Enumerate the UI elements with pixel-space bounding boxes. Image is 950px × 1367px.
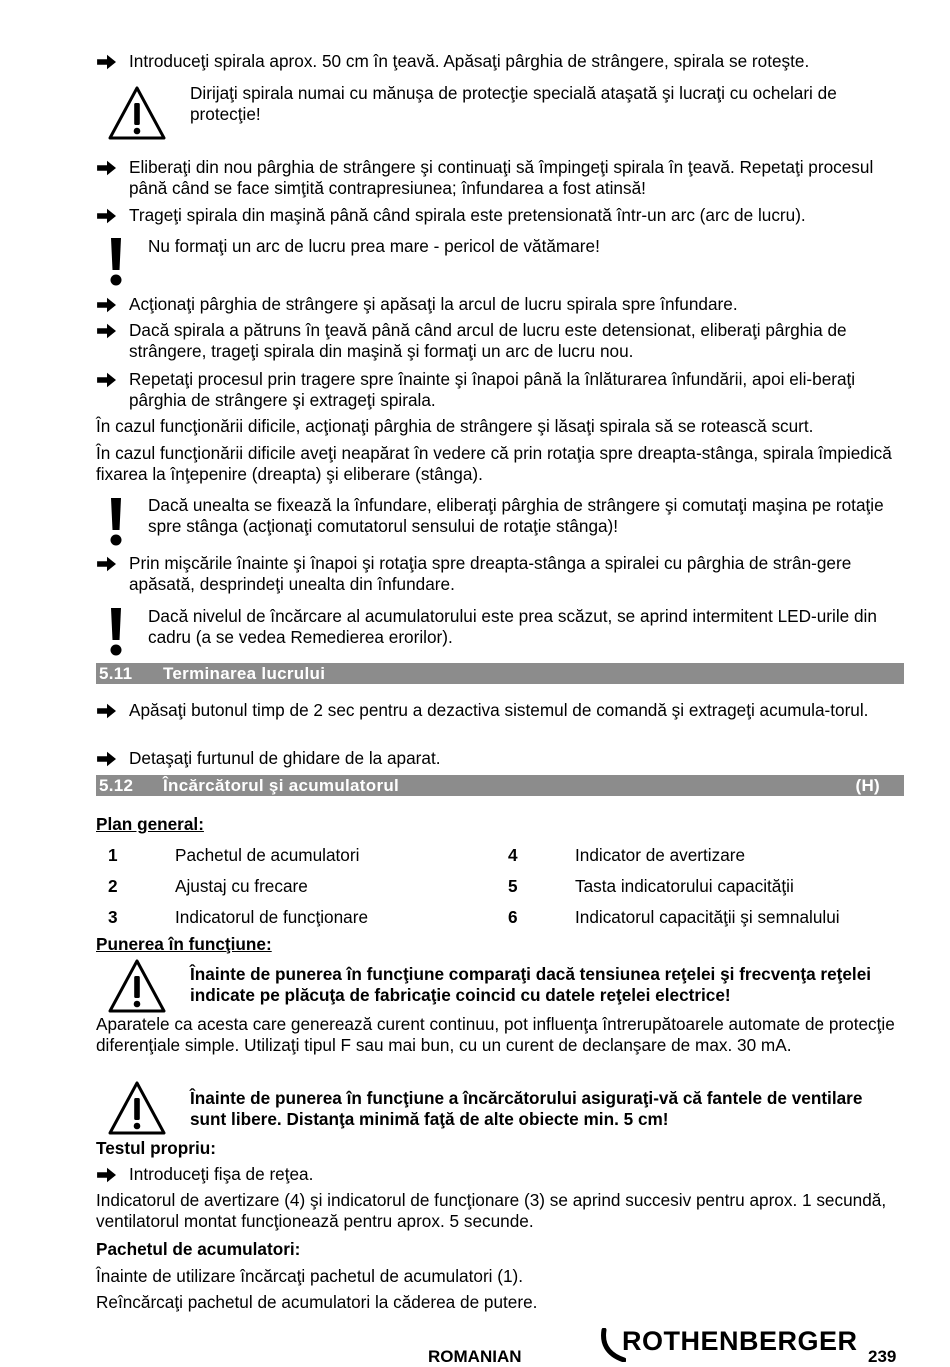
exclamation-icon <box>108 496 124 553</box>
overview-item-number: 6 <box>508 907 518 927</box>
bullet-arrow-icon <box>96 159 120 177</box>
paragraph: Indicatorul de avertizare (4) şi indicatorul de funcţionare (3) se aprind succesiv pentru aprox. 1 secundă, ventilatorul montat funcţionează pentru aprox. 5 secunde. <box>96 1190 887 1231</box>
bullet-arrow-icon <box>96 53 120 71</box>
overview-item-label: Indicator de avertizare <box>575 845 746 865</box>
caution-note: Dacă unealta se fixează la înfundare, eliberaţi pârghia de strângere şi comutaţi maşina pe rotaţie spre stânga (acţionaţi comutatorul sensului de rotaţie stânga)! <box>148 495 884 536</box>
section-tag: (H) <box>855 776 880 795</box>
bullet-text: Trageţi spirala din maşină până când spirala este pretensionată într-un arc (arc de lucru). <box>129 205 806 225</box>
bullet-arrow-icon <box>96 750 120 768</box>
caution-note: Dacă nivelul de încărcare al acumulatorului este prea scăzut, se aprind intermitent LED-urile din cadru (a se vedea Remedierea erorilor). <box>148 606 877 647</box>
overview-item-label: Indicatorul capacităţii şi semnalului <box>575 907 840 927</box>
bullet-text: Dacă spirala a pătruns în ţeavă până când arcul de lucru este detensionat, eliberaţi pârghia de strângere, trageţi spirala din maşină şi formaţi un arc de lucru nou. <box>129 320 847 361</box>
paragraph: În cazul funcţionării dificile, acţionaţi pârghia de strângere şi lăsaţi spirala să se rotească scurt. <box>96 416 814 436</box>
brand-name: ROTHENBERGER <box>622 1326 858 1356</box>
bullet-text: Introduceţi spirala aprox. 50 cm în ţeavă. Apăsaţi pârghia de strângere, spirala se roteşte. <box>129 51 810 71</box>
paragraph: Aparatele ca acesta care generează curent continuu, pot influenţa întrerupătoarele automate de protecţie diferenţiale simple. Utilizaţi tipul F sau mai bun, cu un curent de declanşare de max. 30 mA. <box>96 1014 895 1055</box>
bullet-text: Acţionaţi pârghia de strângere şi apăsaţi la arcul de lucru spirala spre înfundare. <box>129 294 738 314</box>
bullet-text: Eliberaţi din nou pârghia de strângere şi continuaţi să împingeţi spirala în ţeavă. Repetaţi procesul până când se face simţită contrapresiunea; înfundarea a fost atinsă! <box>129 157 874 198</box>
overview-heading: Plan general: <box>96 814 204 834</box>
section-header-5-12 <box>96 775 904 796</box>
overview-item-number: 2 <box>108 876 118 896</box>
overview-item-label: Indicatorul de funcţionare <box>175 907 369 927</box>
section-header-5-11 <box>96 663 904 684</box>
page-number: 239 <box>868 1347 897 1366</box>
warning-note: Înainte de punerea în funcţiune a încărcătorului asiguraţi-vă că fantele de ventilare sunt libere. Distanţa minimă faţă de alte obiecte min. 5 cm! <box>190 1088 863 1129</box>
brand-logo <box>600 1326 858 1362</box>
section-number: 5.11 <box>99 664 133 683</box>
overview-item-number: 4 <box>508 845 518 865</box>
commissioning-heading: Punerea în funcţiune: <box>96 934 272 954</box>
warning-triangle-icon <box>107 958 167 1019</box>
bullet-arrow-icon <box>96 207 120 225</box>
bullet-arrow-icon <box>96 1166 120 1184</box>
section-title: Încărcătorul şi acumulatorul <box>163 776 400 795</box>
overview-item-number: 1 <box>108 845 118 865</box>
bullet-text: Repetaţi procesul prin tragere spre înainte şi înapoi până la înlăturarea înfundării, apoi eli-beraţi pârghia de strângere şi extrageţi spirala. <box>129 369 856 410</box>
caution-note: Nu formaţi un arc de lucru prea mare - pericol de vătămare! <box>148 236 600 256</box>
overview-item-label: Ajustaj cu frecare <box>175 876 308 896</box>
section-title: Terminarea lucrului <box>163 664 326 683</box>
warning-triangle-icon <box>107 85 167 146</box>
bullet-arrow-icon <box>96 296 120 314</box>
battery-heading: Pachetul de acumulatori: <box>96 1239 301 1259</box>
selftest-heading: Testul propriu: <box>96 1138 216 1158</box>
footer-language: ROMANIAN <box>428 1347 522 1366</box>
bullet-arrow-icon <box>96 322 120 340</box>
paragraph: Reîncărcaţi pachetul de acumulatori la căderea de putere. <box>96 1292 538 1312</box>
paragraph: În cazul funcţionării dificile aveţi neapărat în vedere că prin rotaţia spre dreapta-stânga, spirala împiedică fixarea la înţepenire (dreapta) şi eliberare (stânga). <box>96 443 892 484</box>
bullet-arrow-icon <box>96 702 120 720</box>
exclamation-icon <box>108 236 124 293</box>
warning-note: Înainte de punerea în funcţiune comparaţi dacă tensiunea reţelei şi frecvenţa reţelei indicate pe plăcuţa de fabricaţie coincid cu datele reţelei electrice! <box>190 964 872 1005</box>
exclamation-icon <box>108 606 124 663</box>
bullet-arrow-icon <box>96 371 120 389</box>
overview-item-label: Pachetul de acumulatori <box>175 845 360 865</box>
paragraph: Înainte de utilizare încărcaţi pachetul de acumulatori (1). <box>96 1266 524 1286</box>
overview-item-number: 5 <box>508 876 518 896</box>
bullet-text: Introduceţi fişa de reţea. <box>129 1164 314 1184</box>
section-number: 5.12 <box>99 776 134 795</box>
overview-item-label: Tasta indicatorului capacităţii <box>575 876 794 896</box>
warning-note: Dirijaţi spirala numai cu mănuşa de protecţie specială ataşată şi lucraţi cu ochelari de protecţie! <box>190 83 837 124</box>
warning-triangle-icon <box>107 1080 167 1141</box>
bullet-arrow-icon <box>96 555 120 573</box>
bullet-text: Apăsaţi butonul timp de 2 sec pentru a dezactiva sistemul de comandă şi extrageţi acumula-torul. <box>129 700 869 720</box>
bullet-text: Detaşaţi furtunul de ghidare de la aparat. <box>129 748 441 768</box>
overview-item-number: 3 <box>108 907 118 927</box>
bullet-text: Prin mişcările înainte şi înapoi şi rotaţia spre dreapta-stânga a spiralei cu pârghia de strân-gere apăsată, desprindeţi unealta din înfundare. <box>129 553 852 594</box>
